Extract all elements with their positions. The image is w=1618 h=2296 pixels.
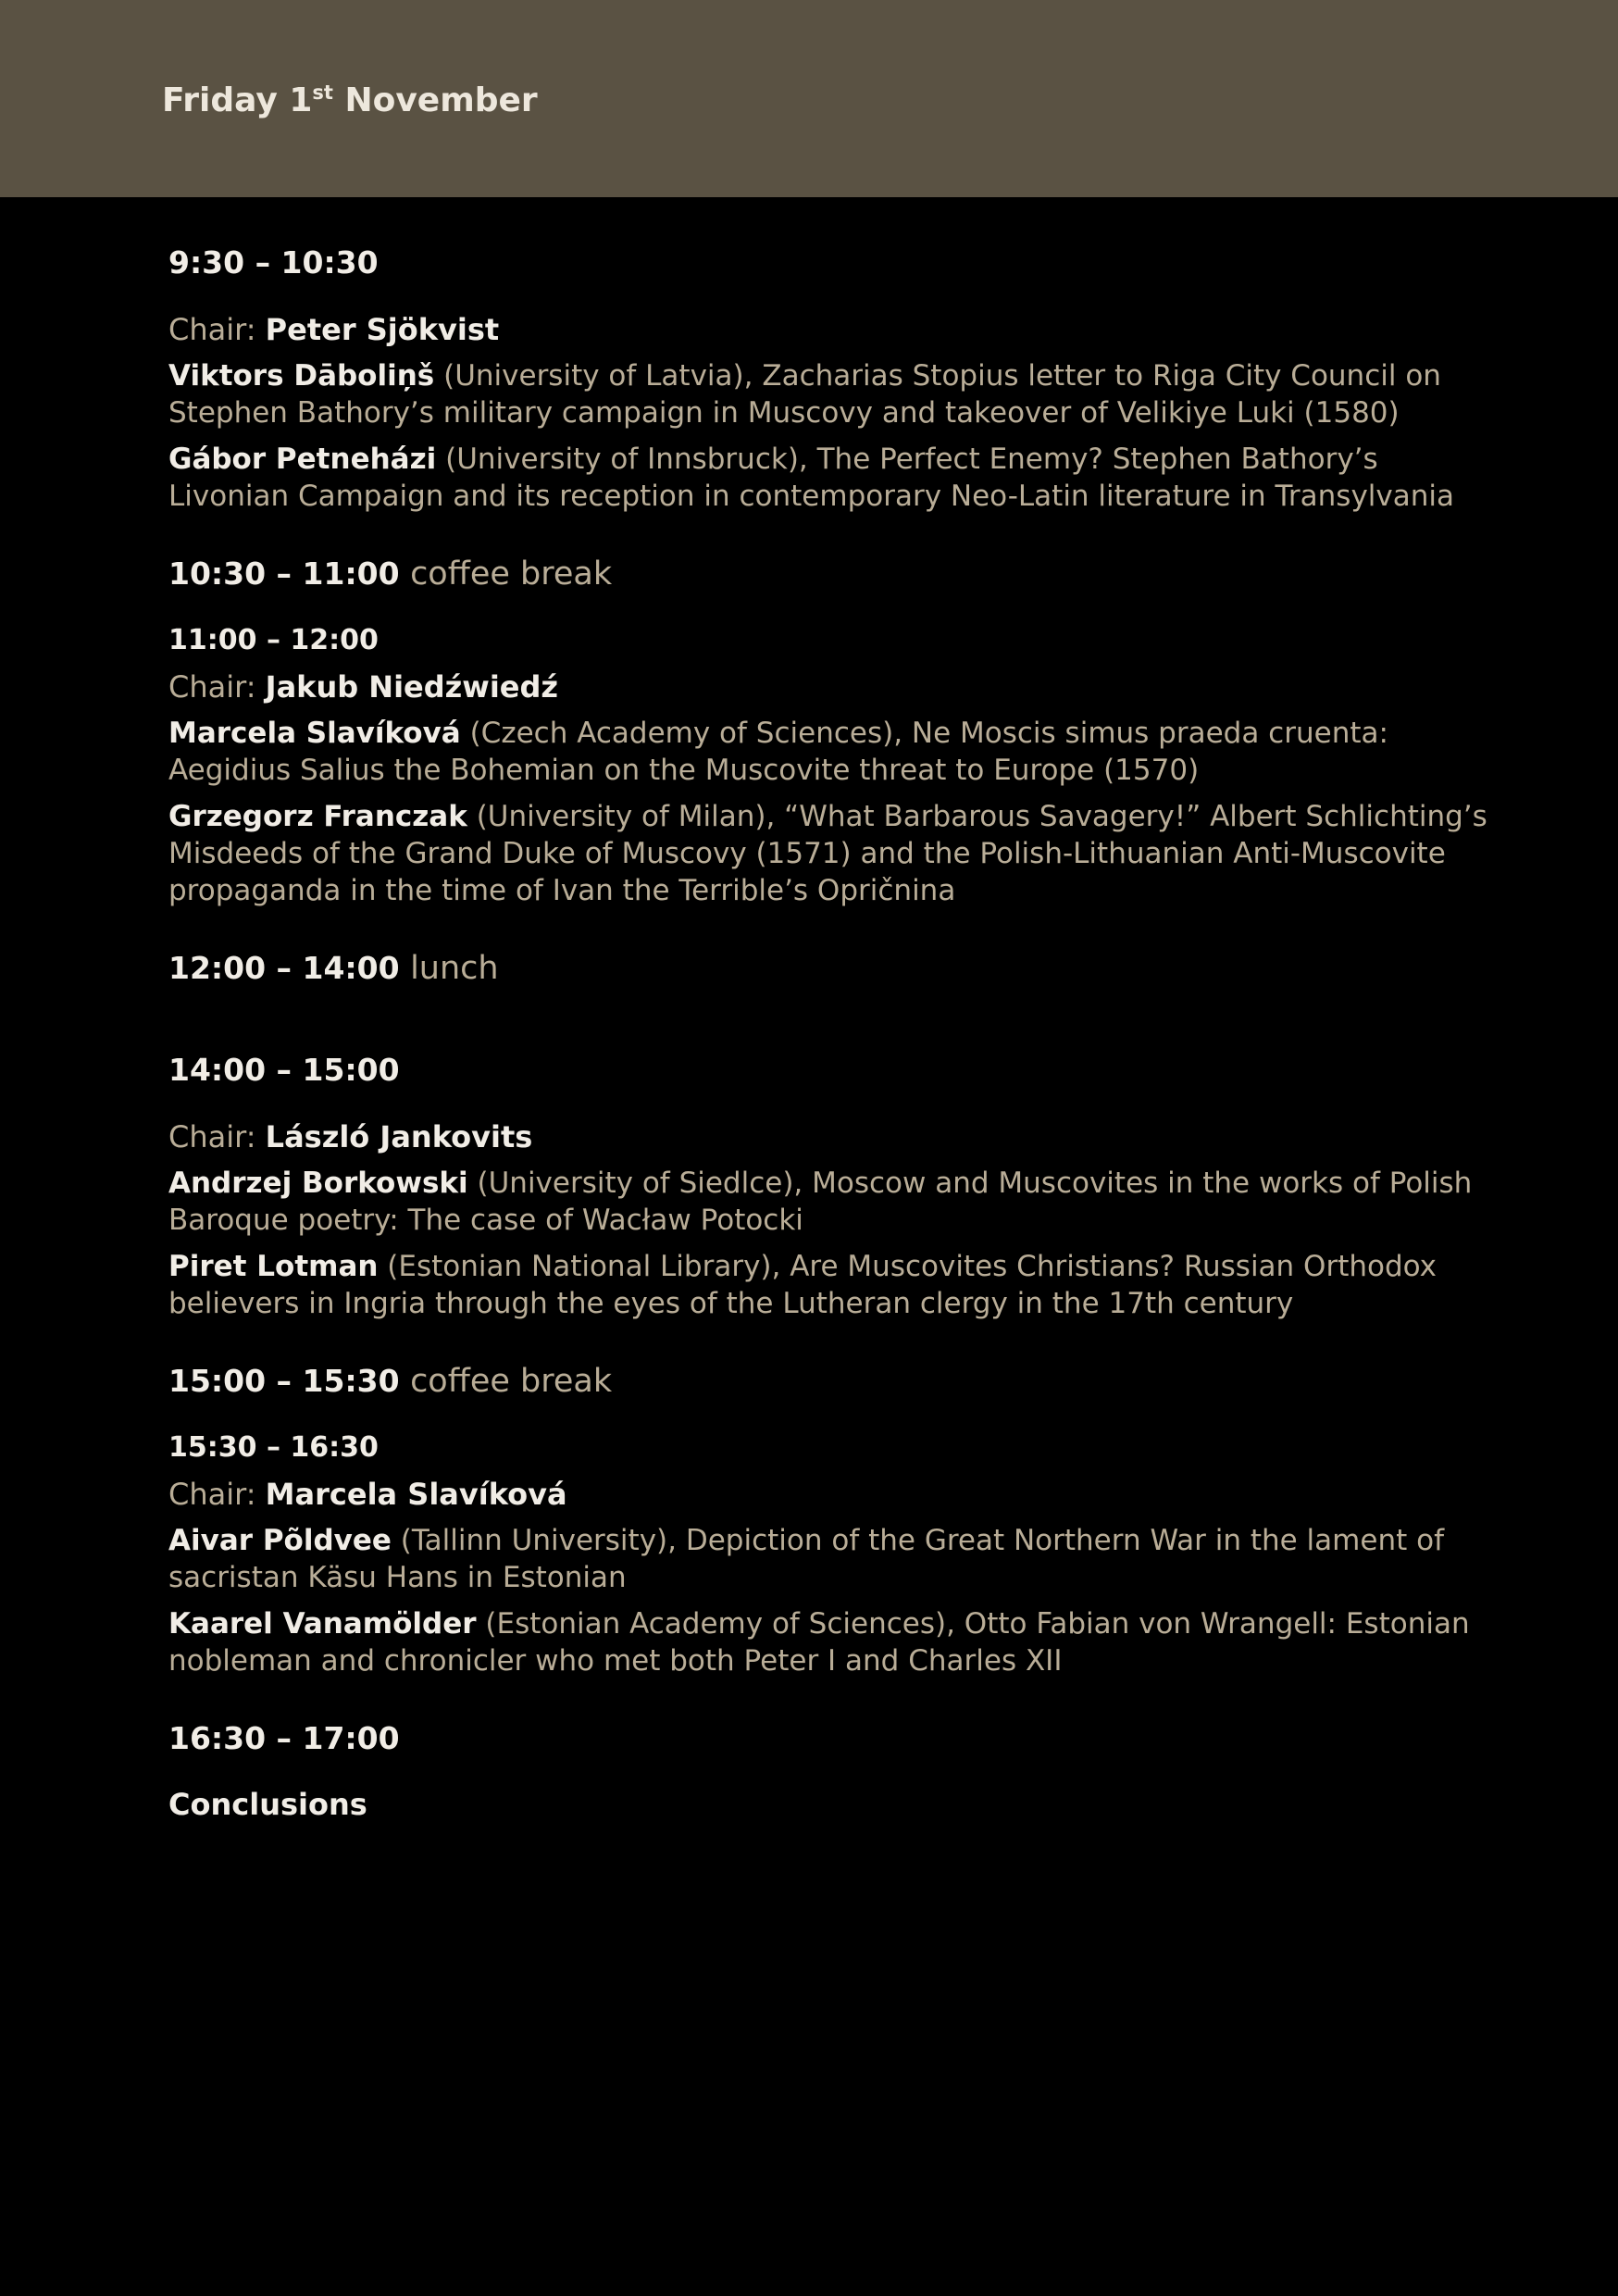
talk: Marcela Slavíková (Czech Academy of Sciences), Ne Moscis simus praeda cruenta: Aegidius Salius the Bohemian on the Muscovite threat to Europe (1570) xyxy=(168,717,1388,787)
lunch-row: 12:00 – 14:00 lunch xyxy=(168,950,499,987)
session-chair: Chair: László Jankovits xyxy=(168,1119,533,1154)
session-chair: Chair: Peter Sjökvist xyxy=(168,312,500,347)
break-row: 10:30 – 11:00 coffee break xyxy=(168,555,613,593)
talk: Piret Lotman (Estonian National Library), Are Muscovites Christians? Russian Orthodox believers in Ingria through the eyes of the Lutheran clergy in the 17th century xyxy=(168,1250,1438,1320)
session-time: 14:00 – 15:00 xyxy=(168,1052,400,1088)
programme xyxy=(168,231,1501,1822)
session-time: 11:00 – 12:00 xyxy=(168,624,379,656)
session-chair: Chair: Jakub Niedźwiedź xyxy=(168,669,559,705)
session-time: 15:30 – 16:30 xyxy=(168,1431,379,1464)
day-header xyxy=(0,0,1618,197)
session-1 xyxy=(168,244,1501,515)
session-4 xyxy=(168,1429,1501,1679)
session-3 xyxy=(168,1052,1501,1322)
session-2 xyxy=(168,622,1501,909)
day-title: Friday 1st November xyxy=(162,81,538,119)
talk: Gábor Petneházi (University of Innsbruck), The Perfect Enemy? Stephen Bathory’s Livonian Campaign and its reception in contemporary Neo-Latin literature in Transylvania xyxy=(168,443,1455,513)
session-chair: Chair: Marcela Slavíková xyxy=(168,1477,567,1512)
talk: Kaarel Vanamölder (Estonian Academy of Sciences), Otto Fabian von Wrangell: Estonian nobleman and chronicler who met both Peter I and Charles XII xyxy=(168,1607,1470,1678)
talk: Grzegorz Franczak (University of Milan), “What Barbarous Savagery!” Albert Schlichting’s Misdeeds of the Grand Duke of Muscovy (1571) and the Polish-Lithuanian Anti-Muscovite propaganda in the time of Ivan the Terrible’s Opričnina xyxy=(168,800,1487,907)
talk: Andrzej Borkowski (University of Siedlce), Moscow and Muscovites in the works of Polish Baroque poetry: The case of Wacław Potocki xyxy=(168,1167,1473,1237)
talk: Aivar Põldvee (Tallinn University), Depiction of the Great Northern War in the lament of sacristan Käsu Hans in Estonian xyxy=(168,1524,1444,1594)
break-row: 15:00 – 15:30 coffee break xyxy=(168,1363,613,1400)
session-time: 16:30 – 17:00 xyxy=(168,1720,400,1756)
conclusions: Conclusions xyxy=(168,1787,367,1822)
session-5 xyxy=(168,1720,1501,1822)
session-time: 9:30 – 10:30 xyxy=(168,244,379,281)
talk: Viktors Dāboliņš (University of Latvia), Zacharias Stopius letter to Riga City Council on Stephen Bathory’s military campaign in Muscovy and takeover of Velikiye Luki (1580) xyxy=(168,359,1441,430)
